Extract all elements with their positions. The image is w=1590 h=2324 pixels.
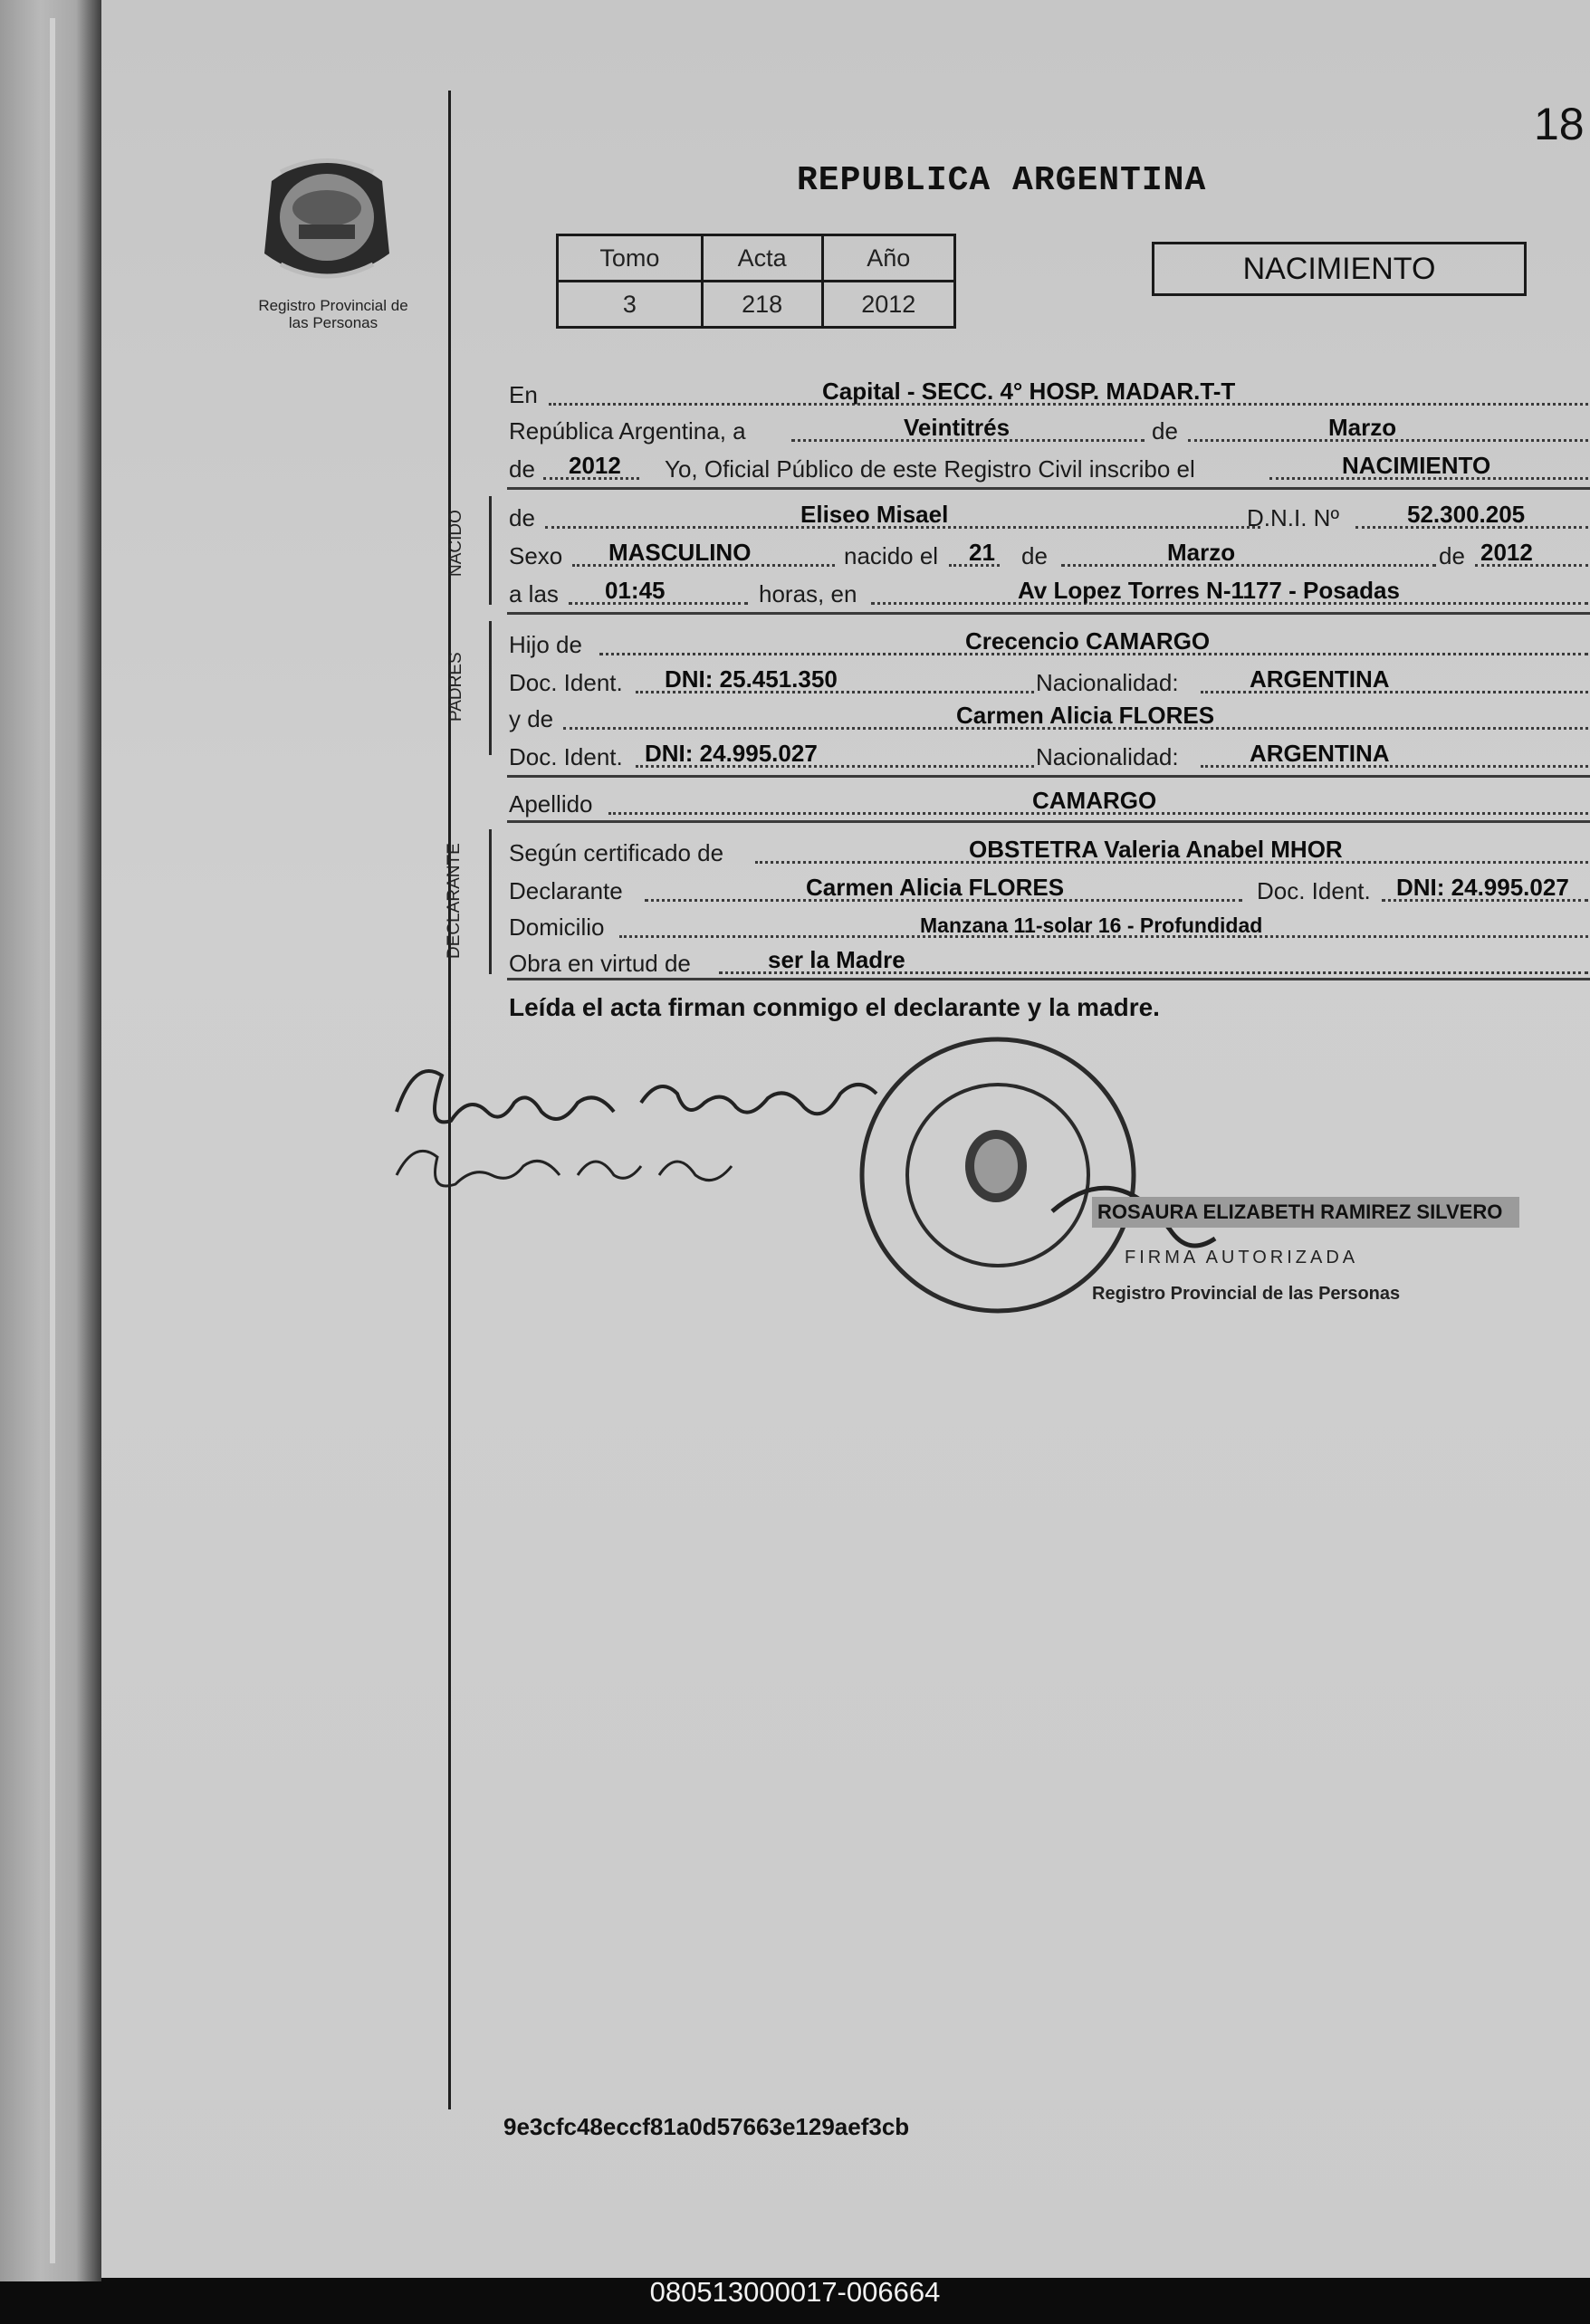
value-birth-day: 21 [969, 539, 995, 566]
footer-id: 080513000017-006664 [649, 2276, 941, 2308]
label-sexo: Sexo [509, 542, 563, 569]
label-declarante: Declarante [509, 877, 623, 904]
table-header-ano: Año [822, 235, 954, 282]
field-row-mother-name [509, 697, 1590, 733]
label-a-las: a las [509, 580, 559, 607]
label-en: En [509, 381, 538, 408]
value-month: Marzo [1328, 414, 1397, 441]
closing-statement: Leída el acta firman conmigo el declarante y la madre. [509, 993, 1160, 1021]
value-address: Manzana 11-solar 16 - Profundidad [920, 913, 1263, 937]
certificate-page [101, 0, 1590, 2278]
field-row-place [509, 373, 1590, 409]
provincial-emblem-icon [254, 145, 400, 290]
value-declarant-name: Carmen Alicia FLORES [806, 874, 1065, 901]
document-title: REPUBLICA ARGENTINA [797, 161, 1207, 200]
field-row-child-name [509, 496, 1590, 532]
table-value-acta: 218 [702, 282, 822, 328]
field-row-father-doc [509, 661, 1590, 697]
official-stamp-name: ROSAURA ELIZABETH RAMIREZ SILVERO [1092, 1197, 1519, 1228]
field-row-date [509, 409, 1590, 445]
value-father-nationality: ARGENTINA [1250, 665, 1390, 693]
label-hijo-de: Hijo de [509, 631, 582, 658]
label-doc-ident-father: Doc. Ident. [509, 669, 623, 696]
table-value-ano: 2012 [822, 282, 954, 328]
value-mother-doc: DNI: 24.995.027 [645, 740, 818, 767]
value-father-name: Crecencio CAMARGO [965, 627, 1211, 655]
value-year: 2012 [569, 452, 621, 479]
label-dni-no: D.N.I. Nº [1247, 504, 1339, 531]
label-horas-en: horas, en [759, 580, 857, 607]
field-row-mother-doc [509, 735, 1590, 771]
label-segun: Según certificado de [509, 839, 724, 866]
act-type-box: NACIMIENTO [1152, 242, 1527, 296]
official-stamp-org: Registro Provincial de las Personas [1092, 1284, 1401, 1304]
section-label-nacido: NACIDO [446, 510, 465, 577]
label-y-de: y de [509, 705, 554, 732]
field-row-time-place [509, 572, 1590, 608]
label-doc-ident-mother: Doc. Ident. [509, 743, 623, 770]
field-row-father-name [509, 623, 1590, 659]
label-de-birth-year: de [1439, 542, 1465, 569]
value-sex: MASCULINO [608, 539, 752, 566]
value-mother-name: Carmen Alicia FLORES [956, 702, 1215, 729]
field-row-declarant [509, 869, 1590, 905]
field-row-year [509, 447, 1590, 483]
value-act: NACIMIENTO [1342, 452, 1491, 479]
field-row-address [509, 905, 1590, 942]
issuer-name: Registro Provincial de las Personas [258, 297, 408, 331]
value-place: Capital - SECC. 4° HOSP. MADAR.T-T [822, 378, 1236, 405]
official-seal-icon [844, 1021, 1224, 1329]
value-declarant-doc: DNI: 24.995.027 [1396, 874, 1569, 901]
section-label-padres: PADRES [446, 652, 465, 722]
field-row-capacity [509, 942, 1590, 978]
document-hash: 9e3cfc48eccf81a0d57663e129aef3cb [503, 2113, 910, 2140]
label-de-year: de [509, 455, 535, 483]
field-row-sex-birth [509, 534, 1590, 570]
value-birth-year: 2012 [1480, 539, 1533, 566]
value-father-doc: DNI: 25.451.350 [665, 665, 838, 693]
label-de-name: de [509, 504, 535, 531]
value-day-words: Veintitrés [904, 414, 1011, 441]
value-birth-month: Marzo [1167, 539, 1236, 566]
value-surname: CAMARGO [1032, 787, 1157, 814]
page-number: 18 [1534, 99, 1585, 149]
label-nacionalidad-mother: Nacionalidad: [1036, 743, 1179, 770]
value-certificate-by: OBSTETRA Valeria Anabel MHOR [969, 836, 1343, 863]
value-mother-nationality: ARGENTINA [1250, 740, 1390, 767]
label-nacionalidad-father: Nacionalidad: [1036, 669, 1179, 696]
record-table [556, 234, 956, 329]
section-label-declarante: DECLARANTE [445, 843, 464, 959]
value-child-name: Eliseo Misael [800, 501, 949, 528]
label-nacido-el: nacido el [844, 542, 939, 569]
value-child-dni: 52.300.205 [1407, 501, 1526, 528]
label-apellido: Apellido [509, 790, 593, 818]
field-row-certificate [509, 831, 1590, 867]
label-republica: República Argentina, a [509, 417, 746, 445]
value-birth-time: 01:45 [605, 577, 666, 604]
label-domicilio: Domicilio [509, 913, 605, 941]
table-header-tomo: Tomo [558, 235, 703, 282]
table-header-acta: Acta [702, 235, 822, 282]
label-doc-ident-declarant: Doc. Ident. [1257, 877, 1371, 904]
table-value-tomo: 3 [558, 282, 703, 328]
value-birth-place: Av Lopez Torres N-1177 - Posadas [1018, 577, 1400, 604]
left-page-rule [50, 18, 55, 2263]
field-row-surname [509, 782, 1590, 818]
label-de-month: de [1152, 417, 1178, 445]
official-stamp-role: FIRMA AUTORIZADA [1125, 1248, 1359, 1267]
value-capacity: ser la Madre [768, 946, 905, 973]
label-de-birth-month: de [1021, 542, 1048, 569]
label-oficial: Yo, Oficial Público de este Registro Civil inscribo el [665, 455, 1195, 483]
label-obra: Obra en virtud de [509, 950, 691, 977]
